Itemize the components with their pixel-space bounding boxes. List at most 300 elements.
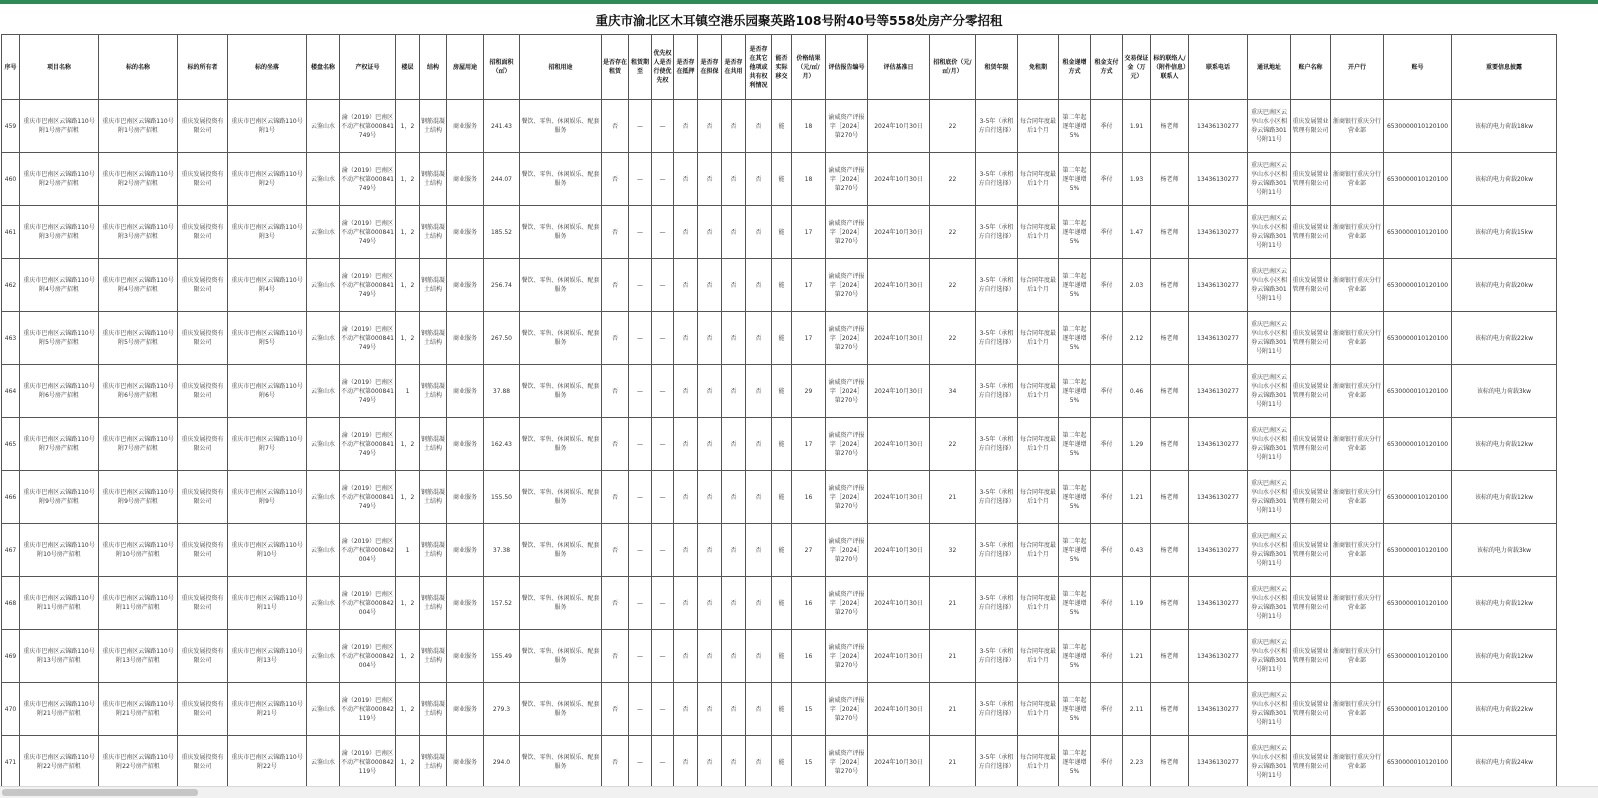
column-header: 标的所有者 — [178, 35, 228, 100]
cell-bank: 浙商银行重庆分行营业部 — [1331, 153, 1384, 206]
cell-freeRent: 每合同年度最后1个月 — [1018, 471, 1059, 524]
cell-mortgage: 否 — [674, 206, 698, 259]
cell-guarantee: 否 — [698, 312, 722, 365]
cell-report: 渝威资产评报字［2024］第270号 — [826, 418, 868, 471]
cell-leaseEnd: — — [629, 100, 652, 153]
cell-deposit: 1.21 — [1123, 630, 1151, 683]
cell-project: 重庆市巴南区云锦路110号附4号房产招租 — [20, 259, 99, 312]
cell-location: 重庆市巴南区云锦路110号附1号 — [228, 100, 307, 153]
cell-target: 重庆市巴南区云锦路110号附1号房产招租 — [99, 100, 178, 153]
table-row — [2, 100, 1557, 153]
cell-reserve: 21 — [930, 736, 976, 789]
cell-no: 468 — [2, 577, 20, 630]
cell-accountName: 重庆发展置业管理有限公司 — [1291, 683, 1331, 736]
cell-area: 155.49 — [484, 630, 520, 683]
cell-owner: 重庆发展投资有限公司 — [178, 259, 228, 312]
cell-deposit: 0.43 — [1123, 524, 1151, 577]
cell-report: 渝威资产评报字［2024］第270号 — [826, 259, 868, 312]
cell-estate: 云鉴山水 — [307, 206, 340, 259]
cell-term: 3-5年（承租方自行选择） — [976, 683, 1018, 736]
cell-address: 重庆巴南区云享山水小区相券云锦路301号附11号 — [1248, 630, 1291, 683]
table-row — [2, 206, 1557, 259]
cell-freeRent: 每合同年度最后1个月 — [1018, 100, 1059, 153]
cell-priority: — — [652, 365, 674, 418]
cell-guarantee: 否 — [698, 471, 722, 524]
cell-no: 459 — [2, 100, 20, 153]
cell-disclosure: 该标的电力荷载18kw — [1452, 100, 1557, 153]
cell-disclosure: 该标的电力荷载22kw — [1452, 683, 1557, 736]
cell-structure: 钢筋混凝土结构 — [420, 736, 447, 789]
cell-purpose: 餐饮、零售、休闲娱乐、配套服务 — [520, 206, 602, 259]
cell-location: 重庆市巴南区云锦路110号附6号 — [228, 365, 307, 418]
cell-cert: 渝（2019）巴南区不动产权第000841749号 — [340, 471, 396, 524]
cell-term: 3-5年（承租方自行选择） — [976, 365, 1018, 418]
cell-contact: 杨老师 — [1151, 259, 1189, 312]
cell-lease: 否 — [602, 471, 629, 524]
cell-freeRent: 每合同年度最后1个月 — [1018, 259, 1059, 312]
cell-floor: 1，2 — [396, 736, 420, 789]
horizontal-scrollbar[interactable] — [0, 786, 1598, 798]
cell-mortgage: 否 — [674, 736, 698, 789]
cell-priority: — — [652, 312, 674, 365]
cell-address: 重庆巴南区云享山水小区相券云锦路301号附11号 — [1248, 683, 1291, 736]
cell-floor: 1，2 — [396, 100, 420, 153]
cell-location: 重庆市巴南区云锦路110号附11号 — [228, 577, 307, 630]
cell-project: 重庆市巴南区云锦路110号附1号房产招租 — [20, 100, 99, 153]
cell-floor: 1 — [396, 524, 420, 577]
cell-report: 渝威资产评报字［2024］第270号 — [826, 206, 868, 259]
cell-shared: 否 — [722, 683, 746, 736]
cell-area: 294.0 — [484, 736, 520, 789]
cell-transfer: 能 — [772, 100, 792, 153]
cell-cert: 渝（2019）巴南区不动产权第000842004号 — [340, 524, 396, 577]
cell-otherRights: 否 — [746, 524, 772, 577]
cell-address: 重庆巴南区云享山水小区相券云锦路301号附11号 — [1248, 206, 1291, 259]
cell-shared: 否 — [722, 365, 746, 418]
cell-payment: 季付 — [1091, 153, 1123, 206]
cell-mortgage: 否 — [674, 471, 698, 524]
cell-reserve: 22 — [930, 418, 976, 471]
cell-estate: 云鉴山水 — [307, 630, 340, 683]
column-header: 租赁期至 — [629, 35, 652, 100]
cell-priority: — — [652, 683, 674, 736]
cell-transfer: 能 — [772, 630, 792, 683]
cell-estate: 云鉴山水 — [307, 100, 340, 153]
cell-accountName: 重庆发展置业管理有限公司 — [1291, 365, 1331, 418]
cell-project: 重庆市巴南区云锦路110号附2号房产招租 — [20, 153, 99, 206]
cell-priceResult: 17 — [792, 312, 826, 365]
cell-deposit: 1.29 — [1123, 418, 1151, 471]
cell-shared: 否 — [722, 736, 746, 789]
cell-owner: 重庆发展投资有限公司 — [178, 471, 228, 524]
cell-phone: 13436130277 — [1189, 206, 1248, 259]
cell-lease: 否 — [602, 365, 629, 418]
cell-payment: 季付 — [1091, 683, 1123, 736]
cell-term: 3-5年（承租方自行选择） — [976, 418, 1018, 471]
cell-project: 重庆市巴南区云锦路110号附13号房产招租 — [20, 630, 99, 683]
cell-transfer: 能 — [772, 418, 792, 471]
cell-account: 6530000010120100 — [1384, 524, 1452, 577]
column-header: 结构 — [420, 35, 447, 100]
cell-payment: 季付 — [1091, 736, 1123, 789]
cell-term: 3-5年（承租方自行选择） — [976, 524, 1018, 577]
cell-mortgage: 否 — [674, 100, 698, 153]
cell-floor: 1 — [396, 365, 420, 418]
cell-no: 463 — [2, 312, 20, 365]
cell-floor: 1，2 — [396, 630, 420, 683]
cell-account: 6530000010120100 — [1384, 100, 1452, 153]
cell-report: 渝威资产评报字［2024］第270号 — [826, 683, 868, 736]
cell-account: 6530000010120100 — [1384, 577, 1452, 630]
cell-mortgage: 否 — [674, 418, 698, 471]
cell-no: 461 — [2, 206, 20, 259]
cell-target: 重庆市巴南区云锦路110号附2号房产招租 — [99, 153, 178, 206]
cell-priority: — — [652, 153, 674, 206]
cell-report: 渝威资产评报字［2024］第270号 — [826, 153, 868, 206]
cell-phone: 13436130277 — [1189, 365, 1248, 418]
cell-address: 重庆巴南区云享山水小区相券云锦路301号附11号 — [1248, 153, 1291, 206]
cell-project: 重庆市巴南区云锦路110号附6号房产招租 — [20, 365, 99, 418]
table-row — [2, 630, 1557, 683]
cell-leaseEnd: — — [629, 630, 652, 683]
cell-owner: 重庆发展投资有限公司 — [178, 100, 228, 153]
cell-priority: — — [652, 418, 674, 471]
cell-account: 6530000010120100 — [1384, 312, 1452, 365]
cell-contact: 杨老师 — [1151, 365, 1189, 418]
cell-no: 470 — [2, 683, 20, 736]
cell-shared: 否 — [722, 100, 746, 153]
cell-transfer: 能 — [772, 736, 792, 789]
table-row — [2, 524, 1557, 577]
cell-deposit: 2.11 — [1123, 683, 1151, 736]
cell-target: 重庆市巴南区云锦路110号附21号房产招租 — [99, 683, 178, 736]
cell-term: 3-5年（承租方自行选择） — [976, 259, 1018, 312]
cell-address: 重庆巴南区云享山水小区相券云锦路301号附11号 — [1248, 312, 1291, 365]
cell-owner: 重庆发展投资有限公司 — [178, 418, 228, 471]
cell-lease: 否 — [602, 206, 629, 259]
listing-table — [1, 34, 1557, 789]
cell-structure: 钢筋混凝土结构 — [420, 471, 447, 524]
cell-freeRent: 每合同年度最后1个月 — [1018, 524, 1059, 577]
cell-freeRent: 每合同年度最后1个月 — [1018, 312, 1059, 365]
cell-deposit: 2.03 — [1123, 259, 1151, 312]
cell-target: 重庆市巴南区云锦路110号附22号房产招租 — [99, 736, 178, 789]
cell-target: 重庆市巴南区云锦路110号附11号房产招租 — [99, 577, 178, 630]
table-row — [2, 259, 1557, 312]
cell-lease: 否 — [602, 524, 629, 577]
cell-leaseEnd: — — [629, 259, 652, 312]
cell-location: 重庆市巴南区云锦路110号附4号 — [228, 259, 307, 312]
cell-structure: 钢筋混凝土结构 — [420, 259, 447, 312]
cell-transfer: 能 — [772, 365, 792, 418]
cell-priority: — — [652, 206, 674, 259]
cell-structure: 钢筋混凝土结构 — [420, 153, 447, 206]
cell-report: 渝威资产评报字［2024］第270号 — [826, 312, 868, 365]
cell-bank: 浙商银行重庆分行营业部 — [1331, 100, 1384, 153]
cell-priority: — — [652, 100, 674, 153]
cell-mortgage: 否 — [674, 524, 698, 577]
cell-increase: 第二年起逐年递增5% — [1059, 736, 1091, 789]
cell-increase: 第二年起逐年递增5% — [1059, 206, 1091, 259]
top-accent-bar — [0, 0, 1598, 4]
cell-owner: 重庆发展投资有限公司 — [178, 683, 228, 736]
cell-guarantee: 否 — [698, 365, 722, 418]
cell-contact: 杨老师 — [1151, 312, 1189, 365]
cell-phone: 13436130277 — [1189, 153, 1248, 206]
cell-floor: 1，2 — [396, 577, 420, 630]
cell-purpose: 餐饮、零售、休闲娱乐、配套服务 — [520, 683, 602, 736]
cell-account: 6530000010120100 — [1384, 736, 1452, 789]
column-header: 是否存在其它他项或共有权利情况 — [746, 35, 772, 100]
cell-mortgage: 否 — [674, 630, 698, 683]
cell-area: 157.52 — [484, 577, 520, 630]
cell-purpose: 餐饮、零售、休闲娱乐、配套服务 — [520, 100, 602, 153]
cell-phone: 13436130277 — [1189, 683, 1248, 736]
cell-use: 商业服务 — [447, 153, 484, 206]
cell-term: 3-5年（承租方自行选择） — [976, 577, 1018, 630]
cell-otherRights: 否 — [746, 471, 772, 524]
cell-term: 3-5年（承租方自行选择） — [976, 312, 1018, 365]
table-row — [2, 418, 1557, 471]
cell-baseDate: 2024年10月30日 — [868, 312, 930, 365]
cell-area: 279.3 — [484, 683, 520, 736]
cell-increase: 第二年起逐年递增5% — [1059, 683, 1091, 736]
cell-lease: 否 — [602, 312, 629, 365]
cell-contact: 杨老师 — [1151, 630, 1189, 683]
cell-guarantee: 否 — [698, 206, 722, 259]
cell-contact: 杨老师 — [1151, 577, 1189, 630]
cell-increase: 第二年起逐年递增5% — [1059, 365, 1091, 418]
cell-structure: 钢筋混凝土结构 — [420, 312, 447, 365]
table-row — [2, 577, 1557, 630]
cell-cert: 渝（2019）巴南区不动产权第000841749号 — [340, 312, 396, 365]
cell-owner: 重庆发展投资有限公司 — [178, 524, 228, 577]
cell-use: 商业服务 — [447, 100, 484, 153]
cell-use: 商业服务 — [447, 683, 484, 736]
cell-baseDate: 2024年10月30日 — [868, 736, 930, 789]
cell-floor: 1，2 — [396, 312, 420, 365]
cell-guarantee: 否 — [698, 683, 722, 736]
column-header: 评估基准日 — [868, 35, 930, 100]
cell-use: 商业服务 — [447, 365, 484, 418]
cell-structure: 钢筋混凝土结构 — [420, 577, 447, 630]
cell-area: 37.38 — [484, 524, 520, 577]
cell-leaseEnd: — — [629, 471, 652, 524]
cell-phone: 13436130277 — [1189, 471, 1248, 524]
cell-area: 244.07 — [484, 153, 520, 206]
column-header: 租金支付方式 — [1091, 35, 1123, 100]
cell-reserve: 32 — [930, 524, 976, 577]
cell-deposit: 1.47 — [1123, 206, 1151, 259]
cell-owner: 重庆发展投资有限公司 — [178, 736, 228, 789]
cell-shared: 否 — [722, 418, 746, 471]
cell-increase: 第二年起逐年递增5% — [1059, 577, 1091, 630]
cell-mortgage: 否 — [674, 577, 698, 630]
cell-accountName: 重庆发展置业管理有限公司 — [1291, 418, 1331, 471]
cell-use: 商业服务 — [447, 206, 484, 259]
cell-bank: 浙商银行重庆分行营业部 — [1331, 259, 1384, 312]
cell-disclosure: 该标的电力荷载15kw — [1452, 206, 1557, 259]
cell-leaseEnd: — — [629, 736, 652, 789]
cell-floor: 1，2 — [396, 683, 420, 736]
cell-report: 渝威资产评报字［2024］第270号 — [826, 524, 868, 577]
cell-structure: 钢筋混凝土结构 — [420, 418, 447, 471]
cell-estate: 云鉴山水 — [307, 524, 340, 577]
cell-guarantee: 否 — [698, 630, 722, 683]
cell-accountName: 重庆发展置业管理有限公司 — [1291, 206, 1331, 259]
cell-priceResult: 17 — [792, 418, 826, 471]
cell-reserve: 22 — [930, 100, 976, 153]
cell-target: 重庆市巴南区云锦路110号附7号房产招租 — [99, 418, 178, 471]
cell-priority: — — [652, 630, 674, 683]
cell-shared: 否 — [722, 206, 746, 259]
cell-account: 6530000010120100 — [1384, 153, 1452, 206]
cell-phone: 13436130277 — [1189, 736, 1248, 789]
cell-leaseEnd: — — [629, 312, 652, 365]
cell-estate: 云鉴山水 — [307, 153, 340, 206]
column-header: 招租面积（㎡） — [484, 35, 520, 100]
cell-cert: 渝（2019）巴南区不动产权第000841749号 — [340, 206, 396, 259]
cell-owner: 重庆发展投资有限公司 — [178, 365, 228, 418]
cell-priority: — — [652, 259, 674, 312]
cell-location: 重庆市巴南区云锦路110号附13号 — [228, 630, 307, 683]
cell-mortgage: 否 — [674, 365, 698, 418]
column-header: 交易保证金（万元） — [1123, 35, 1151, 100]
cell-target: 重庆市巴南区云锦路110号附4号房产招租 — [99, 259, 178, 312]
cell-no: 465 — [2, 418, 20, 471]
column-header: 账户名称 — [1291, 35, 1331, 100]
cell-use: 商业服务 — [447, 524, 484, 577]
cell-contact: 杨老师 — [1151, 736, 1189, 789]
cell-contact: 杨老师 — [1151, 418, 1189, 471]
cell-contact: 杨老师 — [1151, 100, 1189, 153]
column-header: 房屋用途 — [447, 35, 484, 100]
cell-address: 重庆巴南区云享山水小区相券云锦路301号附11号 — [1248, 418, 1291, 471]
cell-baseDate: 2024年10月30日 — [868, 100, 930, 153]
scrollbar-thumb[interactable] — [2, 789, 198, 796]
cell-estate: 云鉴山水 — [307, 259, 340, 312]
cell-area: 267.50 — [484, 312, 520, 365]
cell-term: 3-5年（承租方自行选择） — [976, 630, 1018, 683]
cell-lease: 否 — [602, 683, 629, 736]
cell-priceResult: 15 — [792, 736, 826, 789]
cell-cert: 渝（2019）巴南区不动产权第000841749号 — [340, 259, 396, 312]
cell-priceResult: 16 — [792, 471, 826, 524]
column-header: 是否存在共用 — [722, 35, 746, 100]
cell-phone: 13436130277 — [1189, 418, 1248, 471]
cell-bank: 浙商银行重庆分行营业部 — [1331, 471, 1384, 524]
column-header: 标的名称 — [99, 35, 178, 100]
cell-transfer: 能 — [772, 312, 792, 365]
cell-mortgage: 否 — [674, 259, 698, 312]
cell-priority: — — [652, 736, 674, 789]
cell-estate: 云鉴山水 — [307, 418, 340, 471]
column-header: 楼盘名称 — [307, 35, 340, 100]
cell-floor: 1，2 — [396, 418, 420, 471]
cell-priority: — — [652, 471, 674, 524]
cell-structure: 钢筋混凝土结构 — [420, 206, 447, 259]
cell-location: 重庆市巴南区云锦路110号附9号 — [228, 471, 307, 524]
column-header: 序号 — [2, 35, 20, 100]
cell-account: 6530000010120100 — [1384, 365, 1452, 418]
cell-disclosure: 该标的电力荷载12kw — [1452, 577, 1557, 630]
cell-shared: 否 — [722, 524, 746, 577]
cell-report: 渝威资产评报字［2024］第270号 — [826, 365, 868, 418]
cell-term: 3-5年（承租方自行选择） — [976, 471, 1018, 524]
column-header: 招租用途 — [520, 35, 602, 100]
cell-phone: 13436130277 — [1189, 524, 1248, 577]
cell-bank: 浙商银行重庆分行营业部 — [1331, 630, 1384, 683]
cell-project: 重庆市巴南区云锦路110号附7号房产招租 — [20, 418, 99, 471]
cell-bank: 浙商银行重庆分行营业部 — [1331, 312, 1384, 365]
cell-guarantee: 否 — [698, 259, 722, 312]
table-row — [2, 683, 1557, 736]
cell-term: 3-5年（承租方自行选择） — [976, 153, 1018, 206]
cell-lease: 否 — [602, 736, 629, 789]
cell-shared: 否 — [722, 471, 746, 524]
cell-mortgage: 否 — [674, 312, 698, 365]
cell-shared: 否 — [722, 153, 746, 206]
column-header: 是否存在担保 — [698, 35, 722, 100]
cell-lease: 否 — [602, 418, 629, 471]
cell-otherRights: 否 — [746, 312, 772, 365]
column-header: 联系电话 — [1189, 35, 1248, 100]
cell-location: 重庆市巴南区云锦路110号附10号 — [228, 524, 307, 577]
column-header: 招租底价（元/㎡/月） — [930, 35, 976, 100]
cell-purpose: 餐饮、零售、休闲娱乐、配套服务 — [520, 471, 602, 524]
cell-area: 37.88 — [484, 365, 520, 418]
cell-report: 渝威资产评报字［2024］第270号 — [826, 577, 868, 630]
cell-phone: 13436130277 — [1189, 630, 1248, 683]
cell-bank: 浙商银行重庆分行营业部 — [1331, 206, 1384, 259]
cell-baseDate: 2024年10月30日 — [868, 524, 930, 577]
cell-estate: 云鉴山水 — [307, 365, 340, 418]
cell-structure: 钢筋混凝土结构 — [420, 524, 447, 577]
cell-phone: 13436130277 — [1189, 259, 1248, 312]
cell-freeRent: 每合同年度最后1个月 — [1018, 206, 1059, 259]
cell-target: 重庆市巴南区云锦路110号附10号房产招租 — [99, 524, 178, 577]
cell-increase: 第二年起逐年递增5% — [1059, 471, 1091, 524]
cell-increase: 第二年起逐年递增5% — [1059, 630, 1091, 683]
cell-location: 重庆市巴南区云锦路110号附3号 — [228, 206, 307, 259]
cell-target: 重庆市巴南区云锦路110号附5号房产招租 — [99, 312, 178, 365]
cell-increase: 第二年起逐年递增5% — [1059, 100, 1091, 153]
cell-estate: 云鉴山水 — [307, 312, 340, 365]
cell-report: 渝威资产评报字［2024］第270号 — [826, 736, 868, 789]
cell-reserve: 22 — [930, 312, 976, 365]
sheet-title: 重庆市渝北区木耳镇空港乐园聚英路108号附40号等558处房产分零招租 — [595, 13, 1003, 28]
cell-mortgage: 否 — [674, 153, 698, 206]
cell-leaseEnd: — — [629, 153, 652, 206]
cell-payment: 季付 — [1091, 206, 1123, 259]
cell-payment: 季付 — [1091, 100, 1123, 153]
cell-account: 6530000010120100 — [1384, 630, 1452, 683]
cell-transfer: 能 — [772, 524, 792, 577]
cell-reserve: 21 — [930, 630, 976, 683]
cell-disclosure: 该标的电力荷载3kw — [1452, 524, 1557, 577]
cell-structure: 钢筋混凝土结构 — [420, 683, 447, 736]
cell-otherRights: 否 — [746, 206, 772, 259]
cell-increase: 第二年起逐年递增5% — [1059, 259, 1091, 312]
cell-structure: 钢筋混凝土结构 — [420, 365, 447, 418]
cell-term: 3-5年（承租方自行选择） — [976, 206, 1018, 259]
cell-otherRights: 否 — [746, 100, 772, 153]
cell-purpose: 餐饮、零售、休闲娱乐、配套服务 — [520, 365, 602, 418]
cell-baseDate: 2024年10月30日 — [868, 630, 930, 683]
cell-guarantee: 否 — [698, 577, 722, 630]
cell-freeRent: 每合同年度最后1个月 — [1018, 418, 1059, 471]
cell-lease: 否 — [602, 630, 629, 683]
